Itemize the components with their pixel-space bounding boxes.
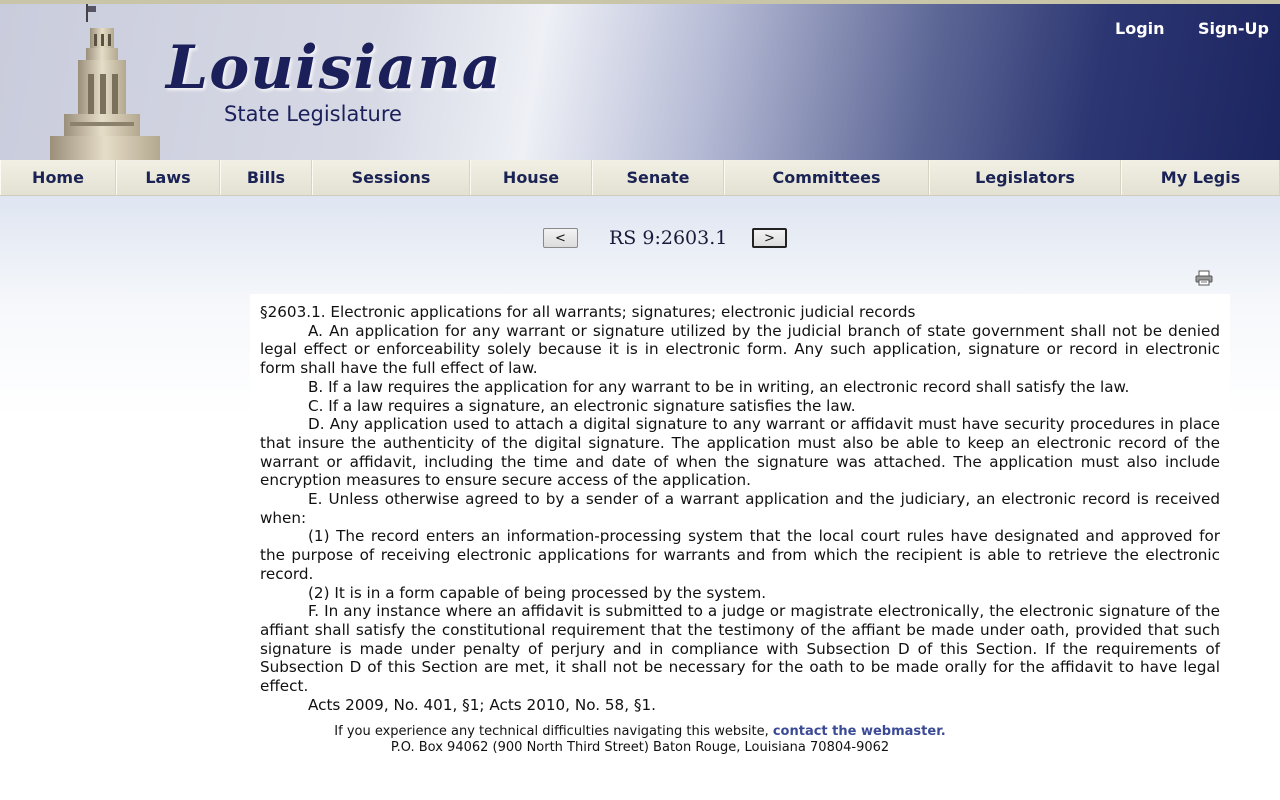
- nav-item-committees[interactable]: Committees: [724, 160, 929, 195]
- next-section-button[interactable]: >: [752, 228, 787, 248]
- capitol-building-image: [34, 4, 174, 160]
- printer-icon[interactable]: [1195, 270, 1213, 286]
- footer-help-text: If you experience any technical difficulties navigating this website,: [334, 724, 773, 739]
- nav-item-my-legis[interactable]: My Legis: [1121, 160, 1280, 195]
- footer: [0, 724, 1280, 756]
- paragraph-e-1: (1) The record enters an information-processing system that the local court rules have designated and approved for the purpose of receiving electronic applications for warrants and from which the recipient is able to retrieve the electronic record.: [260, 527, 1220, 583]
- paragraph-b: B. If a law requires the application for any warrant to be in writing, an electronic record shall satisfy the law.: [308, 377, 1130, 396]
- statute-title: RS 9:2603.1: [609, 227, 728, 249]
- paragraph-f: F. In any instance where an affidavit is submitted to a judge or magistrate electronically, the electronic signature of the affiant shall satisfy the constitutional requirement that the testimony of the affiant be made under oath, provided that such signature is made under penalty of perjury and in compliance with Subsection D of this Section. If the requirements of Subsection D of this Section are met, it shall not be necessary for the oath to be made orally for the affidavit to have legal effect.: [260, 602, 1220, 696]
- logo-script-text: Louisiana: [166, 33, 502, 103]
- history-note: Acts 2009, No. 401, §1; Acts 2010, No. 58, §1.: [308, 695, 656, 714]
- signup-link[interactable]: Sign-Up: [1198, 19, 1269, 38]
- nav-item-house[interactable]: House: [470, 160, 592, 195]
- nav-item-legislators[interactable]: Legislators: [929, 160, 1121, 195]
- nav-item-laws[interactable]: Laws: [116, 160, 220, 195]
- section-heading: §2603.1. Electronic applications for all warrants; signatures; electronic judicial records: [260, 303, 916, 321]
- footer-line-1: [0, 724, 1280, 740]
- login-link[interactable]: Login: [1115, 19, 1165, 38]
- paragraph-e-2: (2) It is in a form capable of being processed by the system.: [308, 583, 767, 602]
- paragraph-a: A. An application for any warrant or signature utilized by the judicial branch of state government shall not be denied legal effect or enforceability solely because it is in electronic form. Any such application, signature or record in electronic form shall have the full effect of law.: [260, 321, 1220, 378]
- previous-section-button[interactable]: <: [543, 228, 578, 248]
- logo-subtitle: State Legislature: [224, 102, 402, 126]
- header-banner: [0, 0, 1280, 160]
- footer-address: P.O. Box 94062 (900 North Third Street) Baton Rouge, Louisiana 70804-9062: [390, 740, 890, 755]
- paragraph-d: D. Any application used to attach a digital signature to any warrant or affidavit must have security procedures in place that insure the authenticity of the digital signature. The application must also be able to keep an electronic record of the warrant or affidavit, including the time and date of when the signature was attached. The application must also include encryption measures to ensure secure access of the application.: [260, 415, 1220, 490]
- main-nav: [0, 160, 1280, 196]
- paragraph-c: C. If a law requires a signature, an electronic signature satisfies the law.: [308, 396, 856, 415]
- nav-item-home[interactable]: Home: [0, 160, 116, 195]
- header-top-line: [0, 0, 1280, 4]
- statute-document: [250, 294, 1230, 714]
- nav-item-sessions[interactable]: Sessions: [312, 160, 470, 195]
- nav-item-bills[interactable]: Bills: [220, 160, 312, 195]
- contact-webmaster-link[interactable]: contact the webmaster.: [772, 724, 946, 739]
- paragraph-e: E. Unless otherwise agreed to by a sender of a warrant application and the judiciary, an electronic record is received when:: [260, 490, 1220, 527]
- nav-item-senate[interactable]: Senate: [592, 160, 724, 195]
